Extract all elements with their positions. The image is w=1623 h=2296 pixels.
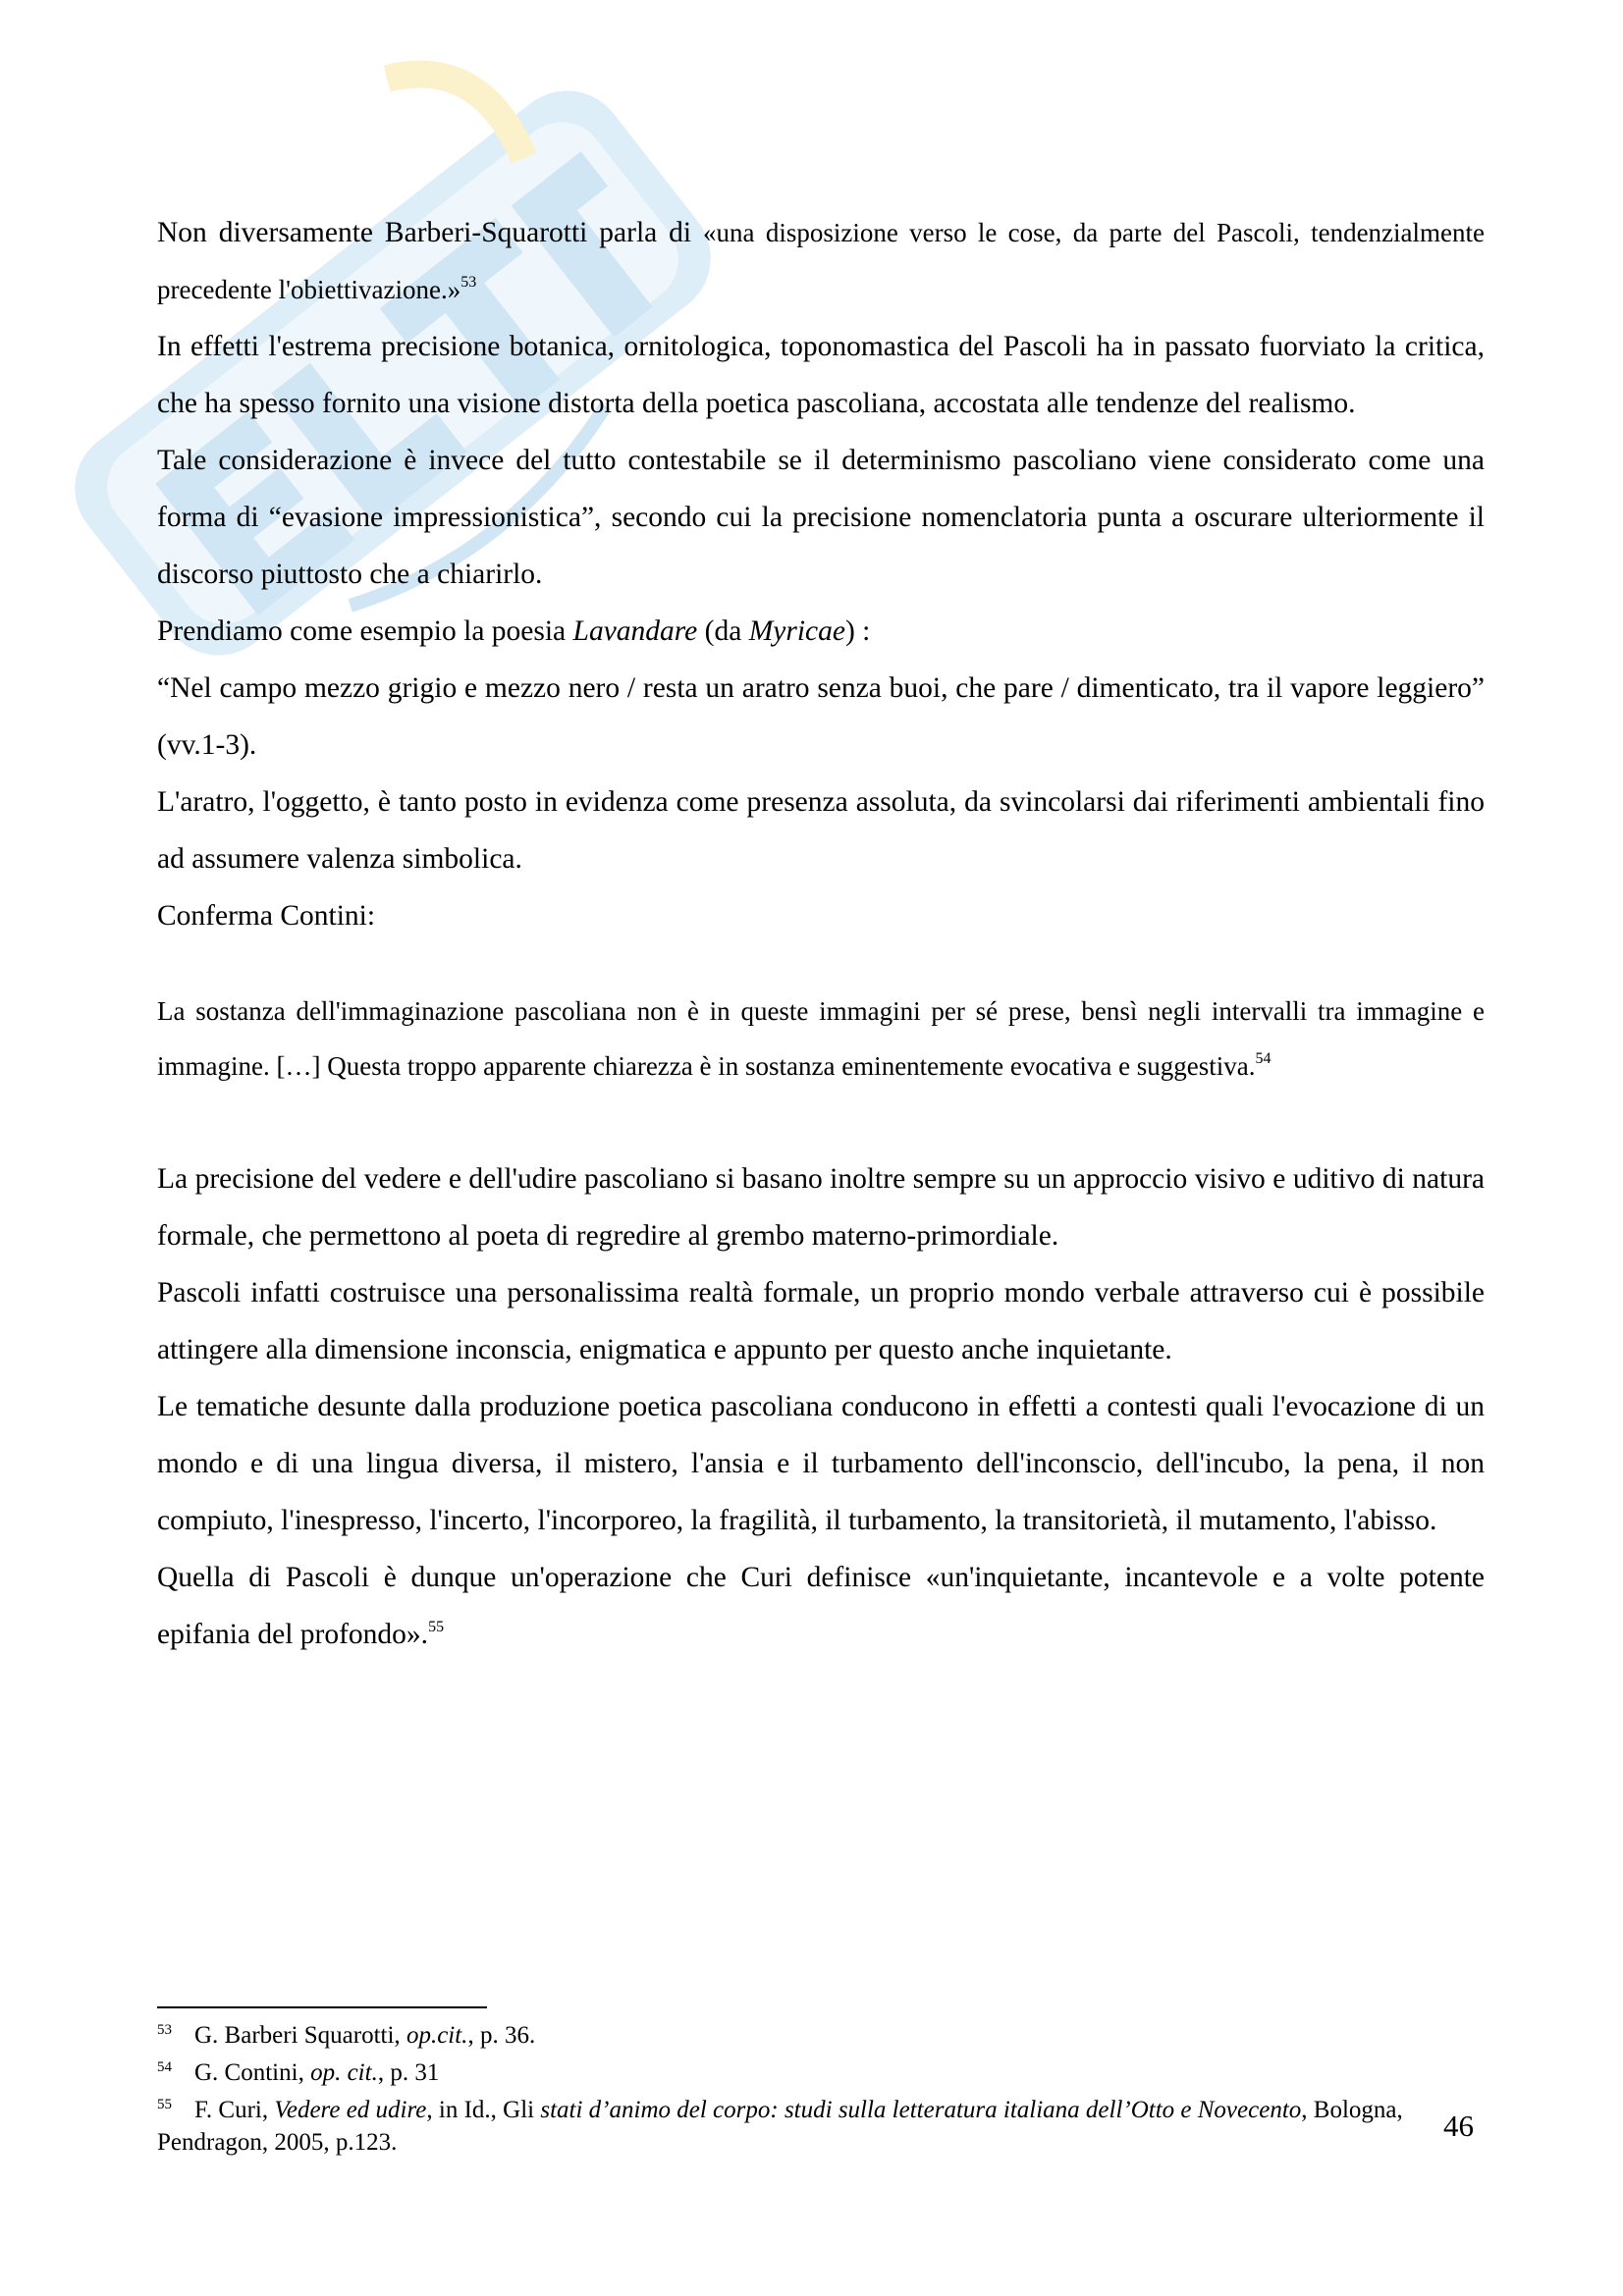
paragraph [157, 204, 1485, 318]
footnotes [157, 2014, 1485, 2159]
paragraph [157, 1549, 1485, 1663]
footnote-ref: 54 [1255, 1050, 1271, 1067]
footnote-text: , Bologna, Pendragon, 2005, p.123. [157, 2097, 1403, 2156]
footnote-text: G. Contini, [194, 2059, 311, 2086]
footnote-italic: Vedere ed udire [274, 2097, 427, 2123]
paragraph [157, 603, 1485, 660]
paragraph-text: (da [697, 615, 749, 647]
paragraph: Tale considerazione è invece del tutto contestabile se il determinismo pascoliano viene considerato come una forma di “evasione impressionistica”, secondo cui la precisione nomenclatoria punta a oscurare ulteriormente il discorso piuttosto che a chiarirlo. [157, 445, 1485, 590]
footnote-italic: stati d’animo del corpo: studi sulla letteratura italiana dell’Otto e Novecento [540, 2097, 1302, 2123]
paragraph: In effetti l'estrema precisione botanica, ornitologica, toponomastica del Pascoli ha in passato fuorviato la critica, che ha spesso fornito una visione distorta della poetica pascoliana, accostata alle tendenze del realismo. [157, 331, 1485, 419]
block-quote [157, 984, 1485, 1094]
footnote [157, 2089, 1485, 2159]
paragraph: Pascoli infatti costruisce una personalissima realtà formale, un proprio mondo verbale attraverso cui è possibile attingere alla dimensione inconscia, enigmatica e appunto per questo anche inquietante. [157, 1277, 1485, 1365]
paragraph: L'aratro, l'oggetto, è tanto posto in evidenza come presenza assoluta, da svincolarsi dai riferimenti ambientali fino ad assumere valenza simbolica. [157, 786, 1485, 875]
inline-quote: «un'inquietante, incantevole e a volte potente epifania del profondo». [157, 1562, 1485, 1650]
footnote-text: , p. 36. [467, 2022, 536, 2049]
footnote-text: , p. 31 [377, 2059, 440, 2086]
paragraph-text: Non diversamente Barberi-Squarotti parla di [157, 217, 704, 248]
footnote-italic: op.cit. [406, 2022, 468, 2049]
spacer [157, 944, 1485, 984]
book-title: Myricae [748, 615, 845, 647]
spacer [157, 1094, 1485, 1150]
footnote-ref: 53 [460, 274, 477, 291]
block-quote-text: La sostanza dell'immaginazione pascoliana non è in queste immagini per sé prese, bensì negli intervalli tra immagine e immagine. […] Questa troppo apparente chiarezza è in sostanza eminentemente evocativa e suggestiva. [157, 996, 1485, 1081]
footnote-separator [157, 2006, 487, 2008]
paragraph: La precisione del vedere e dell'udire pascoliano si basano inoltre sempre su un approccio visivo e uditivo di natura formale, che permettono al poeta di regredire al grembo materno-primordiale. [157, 1163, 1485, 1252]
footnote-italic: op. cit. [310, 2059, 378, 2086]
footnote-number: 55 [157, 2097, 172, 2112]
page-number: 46 [1443, 2109, 1474, 2143]
poem-title: Lavandare [572, 615, 698, 647]
inline-quote: «una disposizione verso le cose, da parte del Pascoli, tendenzialmente precedente l'obiettivazione.» [157, 218, 1485, 304]
paragraph-text: Quella di Pascoli è dunque un'operazione che Curi definisce [157, 1562, 926, 1593]
paragraph: “Nel campo mezzo grigio e mezzo nero / resta un aratro senza buoi, che pare / dimenticato, tra il vapore leggiero” (vv.1-3). [157, 672, 1485, 761]
paragraph-text: ) : [844, 615, 871, 647]
footnote-ref: 55 [428, 1619, 445, 1635]
paragraph: Conferma Contini: [157, 900, 376, 932]
footnote [157, 2014, 1485, 2052]
footnote-number: 53 [157, 2022, 172, 2038]
footnote [157, 2052, 1485, 2089]
page-body [157, 204, 1485, 1663]
paragraph-text: Prendiamo come esempio la poesia [157, 615, 573, 647]
paragraph: Le tematiche desunte dalla produzione poetica pascoliana conducono in effetti a contesti quali l'evocazione di un mondo e di una lingua diversa, il mistero, l'ansia e il turbamento dell'inconscio, dell'incubo, la pena, il non compiuto, l'inespresso, l'incerto, l'incorporeo, la fragilità, il turbamento, la transitorietà, il mutamento, l'abisso. [157, 1391, 1485, 1536]
footnote-text: G. Barberi Squarotti, [194, 2022, 406, 2049]
footnote-text: , in Id., Gli [426, 2097, 541, 2123]
footnote-text: F. Curi, [194, 2097, 275, 2123]
footnote-number: 54 [157, 2059, 172, 2075]
